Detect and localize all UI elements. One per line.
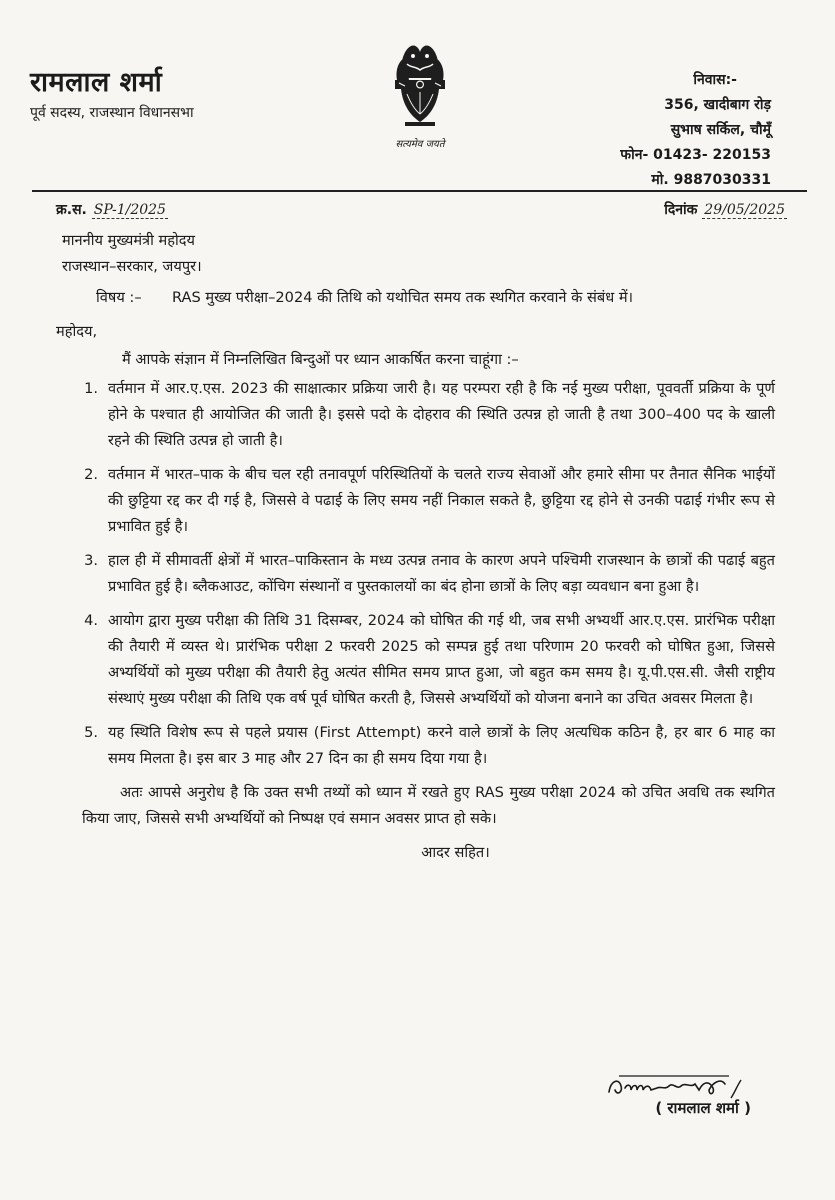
point-text: आयोग द्वारा मुख्य परीक्षा की तिथि 31 दिसम्बर, 2024 को घोषित की गई थी, जब सभी अभ्यर्थी आर.ए.एस. प्रारंभिक परीक्षा की तैयारी में व्यस्त थे। प्रारंभिक परीक्षा 2 फरवरी 2025 को सम्पन्न हुई तथा परिणाम 20 फरवरी को घोषित हुआ, जिससे अभ्यर्थियों को मुख्य परीक्षा की तैयारी हेतु अत्यंत सीमित समय प्राप्त हुआ, जो बहुत कम समय है। यू.पी.एस.सी. जैसी राष्ट्रीय संस्थाएं मुख्य परीक्षा की तिथि एक वर्ष पूर्व घोषित करती है, जिससे अभ्यर्थियों को योजना बनाने का उचित अवसर मिलता है। bbox=[108, 612, 775, 707]
phone-number: फोन- 01423- 220153 bbox=[620, 147, 771, 163]
mobile-number: मो. 9887030331 bbox=[651, 172, 771, 188]
intro-line: मैं आपके संज्ञान में निम्नलिखित बिन्दुओं पर ध्यान आकर्षित करना चाहूंगा :– bbox=[122, 351, 519, 368]
letterhead-name: रामलाल शर्मा bbox=[30, 67, 163, 98]
list-item bbox=[56, 720, 775, 772]
signer-name: ( रामलाल शर्मा ) bbox=[655, 1099, 751, 1117]
point-text: वर्तमान में भारत–पाक के बीच चल रही तनावपूर्ण परिस्थितियों के चलते राज्य सेवाओं और हमारे सीमा पर तैनात सैनिक भाईयों की छुट्टिया रद्द कर दी गई है, जिससे वे पढाई के लिए समय नहीं निकाल सकते है, छुट्टिया रद्द होने से उनकी पढाई गंभीर रूप से प्रभावित हुई है। bbox=[108, 466, 775, 535]
point-number: 5. bbox=[84, 724, 98, 741]
point-text: यह स्थिति विशेष रूप से पहले प्रयास (First Attempt) करने वाले छात्रों के लिए अत्यधिक कठिन है, हर बार 6 माह का समय मिलता है। इस बार 3 माह और 27 दिन का ही समय दिया गया है। bbox=[108, 724, 775, 767]
letterhead-divider bbox=[32, 190, 807, 192]
point-number: 3. bbox=[84, 552, 98, 569]
date-label: दिनांक bbox=[664, 202, 698, 218]
subject-block bbox=[56, 285, 775, 311]
ref-label: क्र.स. bbox=[56, 202, 87, 218]
address-line1: 356, खादीबाग रोड़ bbox=[664, 97, 771, 113]
closing-line: आदर सहित। bbox=[421, 844, 490, 861]
addressee-line1: माननीय मुख्यमंत्री महोदय bbox=[62, 232, 195, 249]
letterhead-designation: पूर्व सदस्य, राजस्थान विधानसभा bbox=[30, 105, 194, 121]
conclusion-paragraph: अतः आपसे अनुरोध है कि उक्त सभी तथ्यों को ध्यान में रखते हुए RAS मुख्य परीक्षा 2024 को उचित अवधि तक स्थगित किया जाए, जिससे सभी अभ्यर्थियों को निष्पक्ष एवं समान अवसर प्राप्त हो सके। bbox=[82, 784, 775, 827]
point-text: वर्तमान में आर.ए.एस. 2023 की साक्षात्कार प्रक्रिया जारी है। यह परम्परा रही है कि नई मुख्य परीक्षा, पूववर्ती प्रक्रिया के पूर्ण होने के पश्चात ही आयोजित की जाती है। इससे पदो के दोहराव की स्थिति उत्पन्न हो जाती है तथा 300–400 पद के खाली रहने की स्थिति उत्पन्न हो जाती है। bbox=[108, 380, 775, 449]
ref-value: SP-1/2025 bbox=[93, 202, 166, 218]
letter-body bbox=[56, 228, 775, 866]
state-emblem bbox=[368, 36, 472, 156]
subject-text: RAS मुख्य परीक्षा–2024 की तिथि को यथोचित समय तक स्थगित करवाने के संबंध में। bbox=[172, 289, 634, 306]
letter-date bbox=[664, 200, 787, 219]
subject-label: विषय :– bbox=[96, 289, 142, 306]
points-list bbox=[56, 376, 775, 772]
residence-label: निवास:- bbox=[693, 72, 737, 88]
addressee-line2: राजस्थान–सरकार, जयपुर। bbox=[62, 258, 202, 275]
point-number: 2. bbox=[84, 466, 98, 483]
list-item bbox=[56, 462, 775, 540]
point-number: 4. bbox=[84, 612, 98, 629]
point-text: हाल ही में सीमावर्ती क्षेत्रों में भारत–पाकिस्तान के मध्य उत्पन्न तनाव के कारण अपने पश्चिमी राजस्थान के छात्रों की पढाई बहुत प्रभावित हुई है। ब्लैकआउट, कोंचिग संस्थानों व पुस्तकालयों का बंद होना छात्रों के लिए बड़ा व्यवधान बना हुआ है। bbox=[108, 552, 775, 595]
list-item bbox=[56, 376, 775, 454]
emblem-motto: सत्यमेव जयते bbox=[395, 139, 445, 150]
point-number: 1. bbox=[84, 380, 98, 397]
date-value: 29/05/2025 bbox=[704, 202, 785, 218]
reference-number bbox=[56, 200, 168, 219]
letterhead-address bbox=[620, 68, 771, 193]
list-item bbox=[56, 548, 775, 600]
ashoka-emblem-icon bbox=[385, 36, 455, 136]
address-line2: सुभाष सर्किल, चौमूँ bbox=[670, 122, 771, 138]
letterhead-left bbox=[30, 62, 194, 122]
list-item bbox=[56, 608, 775, 712]
salutation: महोदय, bbox=[56, 323, 98, 340]
